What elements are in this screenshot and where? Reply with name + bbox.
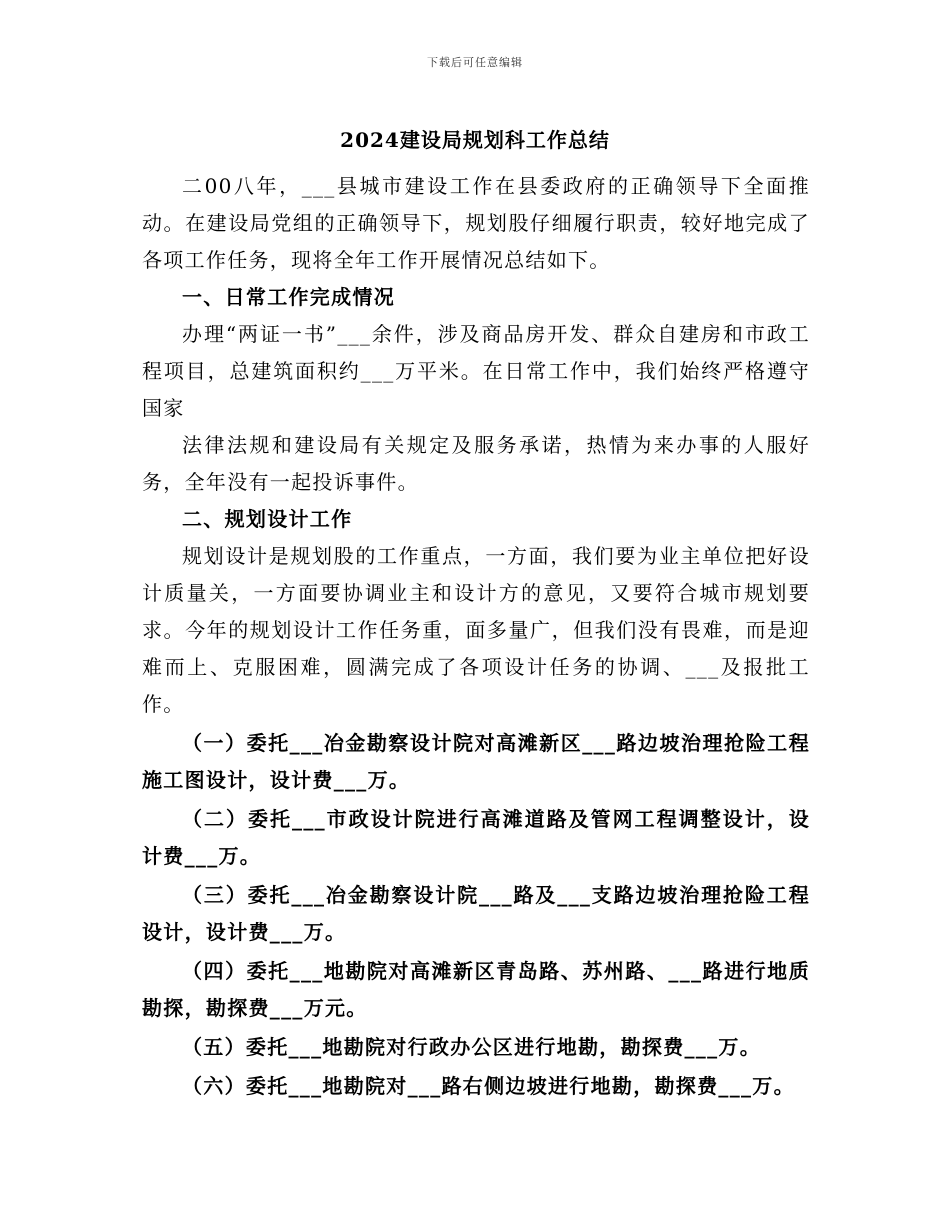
paragraph-daily-work-cont: 法律法规和建设局有关规定及服务承诺，热情为来办事的人服好务，全年没有一起投诉事件。 bbox=[142, 433, 810, 494]
paragraph-intro: 二00八年，___县城市建设工作在县委政府的正确领导下全面推动。在建设局党组的正确领导下，规划股仔细履行职责，较好地完成了各项工作任务，现将全年工作开展情况总结如下。 bbox=[142, 174, 810, 272]
list-item-2: （二）委托___市政设计院进行高滩道路及管网工程调整设计，设计费___万。 bbox=[142, 807, 810, 868]
paragraph-daily-work: 办理“两证一书”___余件，涉及商品房开发、群众自建房和市政工程项目，总建筑面积约___万平米。在日常工作中，我们始终严格遵守国家 bbox=[142, 322, 810, 420]
list-item-6: （六）委托___地勘院对___路右侧边坡进行地勘，勘探费___万。 bbox=[182, 1074, 795, 1098]
document-title: 2024建设局规划科工作总结 bbox=[340, 128, 610, 152]
list-item-1: （一）委托___冶金勘察设计院对高滩新区___路边坡治理抢险工程施工图设计，设计费___万。 bbox=[142, 731, 810, 792]
list-item-5: （五）委托___地勘院对行政办公区进行地勘，勘探费___万。 bbox=[182, 1035, 761, 1059]
list-item-4: （四）委托___地勘院对高滩新区青岛路、苏州路、___路进行地质勘探，勘探费___万元。 bbox=[142, 959, 810, 1020]
section-heading-daily-work: 一、日常工作完成情况 bbox=[182, 285, 395, 309]
header-note: 下载后可任意编辑 bbox=[427, 56, 523, 69]
paragraph-planning-design: 规划设计是规划股的工作重点，一方面，我们要为业主单位把好设计质量关，一方面要协调业主和设计方的意见，又要符合城市规划要求。今年的规划设计工作任务重，面多量广，但我们没有畏难，而是迎难而上、克服困难，圆满完成了各项设计任务的协调、___及报批工作。 bbox=[142, 544, 810, 716]
list-item-3: （三）委托___冶金勘察设计院___路及___支路边坡治理抢险工程设计，设计费___万。 bbox=[142, 883, 810, 944]
document-body bbox=[142, 168, 810, 1105]
section-heading-planning-design: 二、规划设计工作 bbox=[182, 507, 353, 531]
